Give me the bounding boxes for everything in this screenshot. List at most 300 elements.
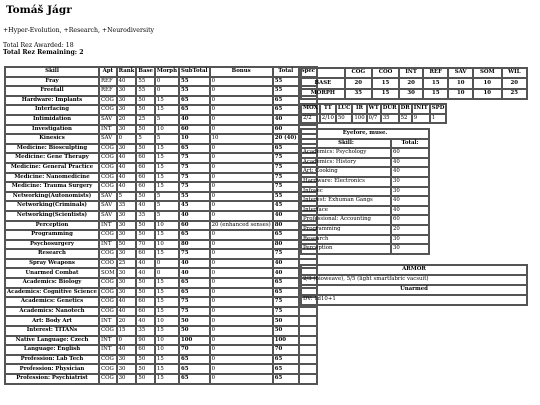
skill-cell-morph: 15 xyxy=(155,230,179,240)
skill-cell-apt: COG xyxy=(99,249,117,259)
skill-cell-subtotal: 10 xyxy=(179,134,210,144)
skill-cell-base: 60 xyxy=(136,345,155,355)
skill-cell-base: 60 xyxy=(136,307,155,317)
skill-cell-total: 40 xyxy=(273,115,299,125)
skill-cell-skill: Art: Body Art xyxy=(5,316,99,326)
skill-cell-rank: 15 xyxy=(117,326,137,336)
attr-base-wil: 20 xyxy=(502,78,527,88)
skill-cell-base: 5 xyxy=(136,134,155,144)
attr-header-coo: COO xyxy=(372,68,399,78)
muse-cell-skill: Interest: Exhuman Gangs xyxy=(301,196,391,206)
table-row xyxy=(5,240,317,250)
skill-cell-bonus: 10 xyxy=(210,134,273,144)
muse-title: Eyefore, muse. xyxy=(301,129,429,139)
stat-ir: 100 xyxy=(352,114,366,124)
skill-cell-total: 55 xyxy=(273,86,299,96)
table-row xyxy=(5,316,317,326)
skill-cell-skill: Research xyxy=(5,249,99,259)
skill-cell-bonus: 0 xyxy=(210,249,273,259)
skill-cell-apt: COG xyxy=(99,364,117,374)
muse-cell-skill: Infosec xyxy=(301,187,391,197)
skill-cell-rank: 40 xyxy=(117,307,137,317)
skill-cell-apt: SAV xyxy=(99,211,117,221)
table-row xyxy=(5,201,317,211)
muse-title-row xyxy=(301,129,429,139)
skill-cell-bonus: 0 xyxy=(210,105,273,115)
skill-cell-morph: 15 xyxy=(155,173,179,183)
character-name: Tomáš Jágr xyxy=(6,4,72,16)
header-base: Base xyxy=(136,67,155,77)
skill-cell-total: 75 xyxy=(273,297,299,307)
skill-cell-morph: 0 xyxy=(155,268,179,278)
skill-cell-apt: REF xyxy=(99,86,117,96)
muse-cell-total: 30 xyxy=(391,187,429,197)
skill-cell-base: 50 xyxy=(136,278,155,288)
skill-cell-total: 65 xyxy=(273,374,299,384)
skill-cell-base: 40 xyxy=(136,316,155,326)
skill-cell-morph: 15 xyxy=(155,182,179,192)
stat-header-spd: SPD xyxy=(430,104,447,114)
skill-cell-subtotal: 80 xyxy=(179,240,210,250)
skill-cell-skill: Academics: Genetics xyxy=(5,297,99,307)
skill-cell-spec xyxy=(299,307,317,317)
skill-cell-morph: 15 xyxy=(155,278,179,288)
skill-cell-skill: Investigation xyxy=(5,125,99,135)
skill-cell-apt: COG xyxy=(99,307,117,317)
armor-table xyxy=(300,264,528,306)
skill-cell-base: 50 xyxy=(136,230,155,240)
skill-cell-rank: 0 xyxy=(117,134,137,144)
skills-table xyxy=(4,66,318,385)
attr-header-ref: REF xyxy=(423,68,448,78)
muse-cell-total: 30 xyxy=(391,244,429,254)
skill-cell-apt: SAV xyxy=(99,201,117,211)
skill-cell-morph: 5 xyxy=(155,192,179,202)
skill-cell-apt: COG xyxy=(99,288,117,298)
stat-header-mox: MOX xyxy=(301,104,320,114)
table-row xyxy=(5,307,317,317)
attr-morph-wil: 25 xyxy=(502,89,527,99)
skill-cell-bonus: 0 xyxy=(210,345,273,355)
skill-cell-total: 75 xyxy=(273,153,299,163)
attr-morph-coo: 15 xyxy=(372,89,399,99)
skill-cell-skill: Interfacing xyxy=(5,105,99,115)
skill-cell-subtotal: 75 xyxy=(179,297,210,307)
skill-cell-morph: 10 xyxy=(155,345,179,355)
attr-header-int: INT xyxy=(399,68,423,78)
skill-cell-apt: COG xyxy=(99,278,117,288)
weapon-title-row xyxy=(301,285,527,295)
skill-cell-subtotal: 55 xyxy=(179,86,210,96)
skill-cell-total: 80 xyxy=(273,240,299,250)
table-row xyxy=(5,297,317,307)
weapon-value-row xyxy=(301,295,527,305)
skill-cell-subtotal: 50 xyxy=(179,316,210,326)
skill-cell-subtotal: 65 xyxy=(179,355,210,365)
skill-cell-skill: Academics: Cognitive Science xyxy=(5,288,99,298)
skill-cell-skill: Networking(Autonomists) xyxy=(5,192,99,202)
skill-cell-total: 65 xyxy=(273,230,299,240)
skill-cell-subtotal: 60 xyxy=(179,221,210,231)
rez-remaining-text: Total Rez Remaining: 2 xyxy=(3,49,84,56)
skill-cell-spec xyxy=(299,345,317,355)
attr-morph-ref: 15 xyxy=(423,89,448,99)
attr-morph-label: MORPH xyxy=(301,89,345,99)
skill-cell-apt: COG xyxy=(99,230,117,240)
table-row xyxy=(5,268,317,278)
skill-cell-rank: 40 xyxy=(117,345,137,355)
skill-cell-apt: INT xyxy=(99,316,117,326)
skill-cell-morph: 10 xyxy=(155,125,179,135)
skill-cell-rank: 30 xyxy=(117,355,137,365)
skill-cell-rank: 30 xyxy=(117,221,137,231)
armor-value: 2/3 (bioweave), 5/5 (light smartfabric vacsuit) xyxy=(301,275,527,285)
skill-cell-rank: 30 xyxy=(117,278,137,288)
skill-cell-morph: 15 xyxy=(155,96,179,106)
list-item xyxy=(301,148,429,158)
skill-cell-subtotal: 40 xyxy=(179,211,210,221)
stat-wt: 0/7 xyxy=(367,114,381,124)
skill-cell-base: 90 xyxy=(136,336,155,346)
table-row xyxy=(5,134,317,144)
skill-cell-bonus: 0 xyxy=(210,288,273,298)
muse-cell-skill: Research xyxy=(301,235,391,245)
skill-cell-skill: Unarmed Combat xyxy=(5,268,99,278)
skill-cell-morph: 15 xyxy=(155,144,179,154)
skill-cell-apt: SAV xyxy=(99,134,117,144)
skill-cell-base: 50 xyxy=(136,144,155,154)
skill-cell-bonus: 0 xyxy=(210,268,273,278)
skill-cell-total: 65 xyxy=(273,288,299,298)
skill-cell-rank: 40 xyxy=(117,182,137,192)
skill-cell-rank: 30 xyxy=(117,144,137,154)
skill-cell-skill: Profession: Psychiatrist xyxy=(5,374,99,384)
skill-cell-morph: 0 xyxy=(155,77,179,87)
list-item xyxy=(301,225,429,235)
table-row xyxy=(5,221,317,231)
skill-cell-subtotal: 40 xyxy=(179,268,210,278)
skill-cell-morph: 10 xyxy=(155,240,179,250)
attr-morph-cog: 35 xyxy=(345,89,372,99)
header-bonus: Bonus xyxy=(210,67,273,77)
skill-cell-base: 50 xyxy=(136,355,155,365)
skill-cell-spec xyxy=(299,326,317,336)
skill-cell-subtotal: 75 xyxy=(179,173,210,183)
weapon-title: Unarmed xyxy=(301,285,527,295)
skill-cell-total: 65 xyxy=(273,355,299,365)
skill-cell-rank: 30 xyxy=(117,364,137,374)
skill-cell-rank: 30 xyxy=(117,96,137,106)
muse-cell-skill: Programming xyxy=(301,225,391,235)
stat-header-ir: IR xyxy=(352,104,366,114)
attr-base-ref: 15 xyxy=(423,78,448,88)
skill-cell-total: 40 xyxy=(273,268,299,278)
skill-cell-apt: COG xyxy=(99,374,117,384)
skill-cell-skill: Networking(Scientists) xyxy=(5,211,99,221)
skill-cell-apt: SAV xyxy=(99,192,117,202)
skill-cell-bonus: 0 xyxy=(210,230,273,240)
weapon-value: DV: 1d10+1 xyxy=(301,295,527,305)
attr-base-int: 20 xyxy=(399,78,423,88)
skill-cell-bonus: 0 xyxy=(210,259,273,269)
skill-cell-bonus: 0 xyxy=(210,153,273,163)
skill-cell-morph: 15 xyxy=(155,297,179,307)
skill-cell-total: 65 xyxy=(273,364,299,374)
table-row xyxy=(5,96,317,106)
skill-cell-total: 55 xyxy=(273,77,299,87)
skill-cell-apt: SAV xyxy=(99,115,117,125)
skill-cell-subtotal: 75 xyxy=(179,153,210,163)
table-row xyxy=(5,336,317,346)
muse-cell-total: 20 xyxy=(391,225,429,235)
table-row xyxy=(5,173,317,183)
muse-cell-skill: Art: Cooking xyxy=(301,167,391,177)
skill-cell-total: 65 xyxy=(273,105,299,115)
stat-header-init: INIT xyxy=(412,104,430,114)
skill-cell-skill: Native Language: Czech xyxy=(5,336,99,346)
stat-dur: 35 xyxy=(381,114,399,124)
table-row xyxy=(5,211,317,221)
muse-header-total: Total: xyxy=(391,139,429,149)
skill-cell-subtotal: 75 xyxy=(179,163,210,173)
skill-cell-base: 55 xyxy=(136,86,155,96)
muse-cell-total: 40 xyxy=(391,206,429,216)
skill-cell-bonus: 0 xyxy=(210,115,273,125)
skill-cell-apt: INT xyxy=(99,240,117,250)
table-row xyxy=(5,77,317,87)
augmentations-text: +Hyper-Evolution, +Research, +Neurodiversity xyxy=(3,27,155,34)
stat-header-luc: LUC xyxy=(336,104,353,114)
table-row xyxy=(5,364,317,374)
header-morph: Morph xyxy=(155,67,179,77)
skill-cell-subtotal: 50 xyxy=(179,326,210,336)
stat-mox: 2/2 xyxy=(301,114,320,124)
skill-cell-rank: 40 xyxy=(117,173,137,183)
skill-cell-skill: Academics: Biology xyxy=(5,278,99,288)
skill-cell-total: 70 xyxy=(273,345,299,355)
table-row xyxy=(5,192,317,202)
skill-cell-rank: 20 xyxy=(117,115,137,125)
skill-cell-base: 60 xyxy=(136,163,155,173)
table-row xyxy=(5,259,317,269)
skill-cell-bonus: 0 xyxy=(210,144,273,154)
stats-header-row xyxy=(301,104,446,114)
skill-cell-morph: 15 xyxy=(155,153,179,163)
skill-cell-total: 65 xyxy=(273,278,299,288)
attr-header-som: SOM xyxy=(473,68,502,78)
attr-base-som: 10 xyxy=(473,78,502,88)
skill-cell-apt: REF xyxy=(99,77,117,87)
skill-cell-morph: 10 xyxy=(155,336,179,346)
skill-cell-apt: COG xyxy=(99,297,117,307)
header-total: Total xyxy=(273,67,299,77)
skill-cell-skill: Networking(Criminals) xyxy=(5,201,99,211)
skill-cell-base: 35 xyxy=(136,211,155,221)
skill-cell-skill: Interest: TITANs xyxy=(5,326,99,336)
muse-cell-total: 60 xyxy=(391,148,429,158)
attr-header-cog: COG xyxy=(345,68,372,78)
skill-cell-rank: 25 xyxy=(117,259,137,269)
skill-cell-bonus: 0 xyxy=(210,182,273,192)
header-apt: Apt xyxy=(99,67,117,77)
skill-cell-bonus: 0 xyxy=(210,201,273,211)
skill-cell-total: 65 xyxy=(273,144,299,154)
skill-cell-total: 40 xyxy=(273,259,299,269)
muse-cell-skill: Interface xyxy=(301,206,391,216)
skill-cell-total: 50 xyxy=(273,316,299,326)
skill-cell-base: 70 xyxy=(136,240,155,250)
skill-cell-bonus: 0 xyxy=(210,240,273,250)
armor-title: ARMOR xyxy=(301,265,527,275)
skill-cell-base: 25 xyxy=(136,115,155,125)
table-row xyxy=(5,230,317,240)
skill-cell-bonus: 0 xyxy=(210,163,273,173)
skill-cell-bonus: 0 xyxy=(210,125,273,135)
header-rank: Rank xyxy=(117,67,137,77)
skill-cell-apt: INT xyxy=(99,221,117,231)
skill-cell-morph: 0 xyxy=(155,86,179,96)
skill-cell-morph: 15 xyxy=(155,364,179,374)
armor-value-row xyxy=(301,275,527,285)
stat-init: 9 xyxy=(412,114,430,124)
skill-cell-bonus: 0 xyxy=(210,192,273,202)
skill-cell-subtotal: 65 xyxy=(179,288,210,298)
muse-cell-skill: Professional: Accounting xyxy=(301,215,391,225)
skill-cell-subtotal: 65 xyxy=(179,96,210,106)
skill-cell-morph: 15 xyxy=(155,326,179,336)
stat-tt: 2/10 xyxy=(320,114,336,124)
list-item xyxy=(301,177,429,187)
skill-cell-bonus: 0 xyxy=(210,316,273,326)
skill-cell-subtotal: 45 xyxy=(179,201,210,211)
skill-cell-rank: 0 xyxy=(117,336,137,346)
skill-cell-subtotal: 70 xyxy=(179,345,210,355)
skill-cell-skill: Language: English xyxy=(5,345,99,355)
skill-cell-morph: 5 xyxy=(155,211,179,221)
skill-cell-apt: COG xyxy=(99,182,117,192)
attr-base-sav: 10 xyxy=(448,78,473,88)
muse-cell-total: 40 xyxy=(391,196,429,206)
stat-spd: 1 xyxy=(430,114,447,124)
skill-cell-subtotal: 65 xyxy=(179,105,210,115)
skill-cell-skill: Medicine: Biosculpting xyxy=(5,144,99,154)
skill-cell-total: 55 xyxy=(273,192,299,202)
skill-cell-total: 75 xyxy=(273,249,299,259)
skill-cell-subtotal: 65 xyxy=(179,230,210,240)
table-row xyxy=(5,326,317,336)
skill-cell-base: 50 xyxy=(136,221,155,231)
stat-header-tt: TT xyxy=(320,104,336,114)
attr-base-label: BASE xyxy=(301,78,345,88)
skill-cell-skill: Spray Weapons xyxy=(5,259,99,269)
skill-cell-skill: Perception xyxy=(5,221,99,231)
derived-stats-table xyxy=(300,103,447,124)
skill-cell-bonus: 0 xyxy=(210,355,273,365)
skill-cell-apt: INT xyxy=(99,345,117,355)
skill-cell-total: 75 xyxy=(273,182,299,192)
skill-cell-rank: 30 xyxy=(117,86,137,96)
skill-cell-morph: 15 xyxy=(155,249,179,259)
skill-cell-rank: 40 xyxy=(117,163,137,173)
table-row xyxy=(5,345,317,355)
skill-cell-bonus: 0 xyxy=(210,86,273,96)
skill-cell-bonus: 0 xyxy=(210,278,273,288)
list-item xyxy=(301,206,429,216)
table-row xyxy=(5,288,317,298)
skill-cell-base: 35 xyxy=(136,326,155,336)
muse-cell-total: 40 xyxy=(391,167,429,177)
muse-cell-skill: Hardware: Electronics xyxy=(301,177,391,187)
skill-cell-rank: 30 xyxy=(117,249,137,259)
skill-cell-base: 50 xyxy=(136,374,155,384)
skill-cell-base: 50 xyxy=(136,96,155,106)
skill-cell-apt: COG xyxy=(99,326,117,336)
skill-cell-subtotal: 65 xyxy=(179,364,210,374)
skill-cell-apt: COG xyxy=(99,355,117,365)
attributes-table xyxy=(300,67,528,100)
table-row xyxy=(5,153,317,163)
attr-header-wil: WIL xyxy=(502,68,527,78)
skill-cell-base: 60 xyxy=(136,297,155,307)
attr-morph-som: 10 xyxy=(473,89,502,99)
skill-cell-apt: COO xyxy=(99,259,117,269)
skill-cell-bonus: 0 xyxy=(210,336,273,346)
skill-cell-subtotal: 60 xyxy=(179,125,210,135)
skill-cell-apt: COG xyxy=(99,105,117,115)
skill-cell-skill: Kinesics xyxy=(5,134,99,144)
table-row xyxy=(5,249,317,259)
skill-cell-skill: Academics: Nanotech xyxy=(5,307,99,317)
skill-cell-rank: 30 xyxy=(117,230,137,240)
skill-cell-bonus: 0 xyxy=(210,326,273,336)
table-row xyxy=(5,115,317,125)
skill-cell-rank: 30 xyxy=(117,211,137,221)
skill-cell-morph: 15 xyxy=(155,163,179,173)
skill-cell-spec xyxy=(299,355,317,365)
skill-cell-base: 60 xyxy=(136,173,155,183)
skill-cell-total: 75 xyxy=(273,173,299,183)
muse-header-skill: Skill: xyxy=(301,139,391,149)
skill-cell-base: 50 xyxy=(136,364,155,374)
skill-cell-bonus: 0 xyxy=(210,77,273,87)
skill-cell-total: 100 xyxy=(273,336,299,346)
skill-cell-apt: COG xyxy=(99,153,117,163)
skill-cell-morph: 15 xyxy=(155,355,179,365)
skill-cell-rank: 30 xyxy=(117,288,137,298)
skill-cell-skill: Hardware: Implants xyxy=(5,96,99,106)
skill-cell-total: 45 xyxy=(273,201,299,211)
skill-cell-total: 20 (40) xyxy=(273,134,299,144)
skill-cell-subtotal: 100 xyxy=(179,336,210,346)
skill-cell-rank: 40 xyxy=(117,153,137,163)
skill-cell-skill: Profession: Physician xyxy=(5,364,99,374)
list-item xyxy=(301,187,429,197)
skill-cell-bonus: 0 xyxy=(210,374,273,384)
skill-cell-morph: 15 xyxy=(155,105,179,115)
skill-cell-rank: 50 xyxy=(117,240,137,250)
armor-title-row xyxy=(301,265,527,275)
skill-cell-apt: COG xyxy=(99,144,117,154)
attributes-base-row xyxy=(301,78,527,88)
attr-base-cog: 20 xyxy=(345,78,372,88)
skill-cell-skill: Medicine: Trauma Surgery xyxy=(5,182,99,192)
muse-cell-total: 30 xyxy=(391,235,429,245)
skill-cell-subtotal: 55 xyxy=(179,192,210,202)
table-row xyxy=(5,125,317,135)
table-row xyxy=(5,144,317,154)
attr-header-blank xyxy=(301,68,345,78)
table-row xyxy=(5,278,317,288)
